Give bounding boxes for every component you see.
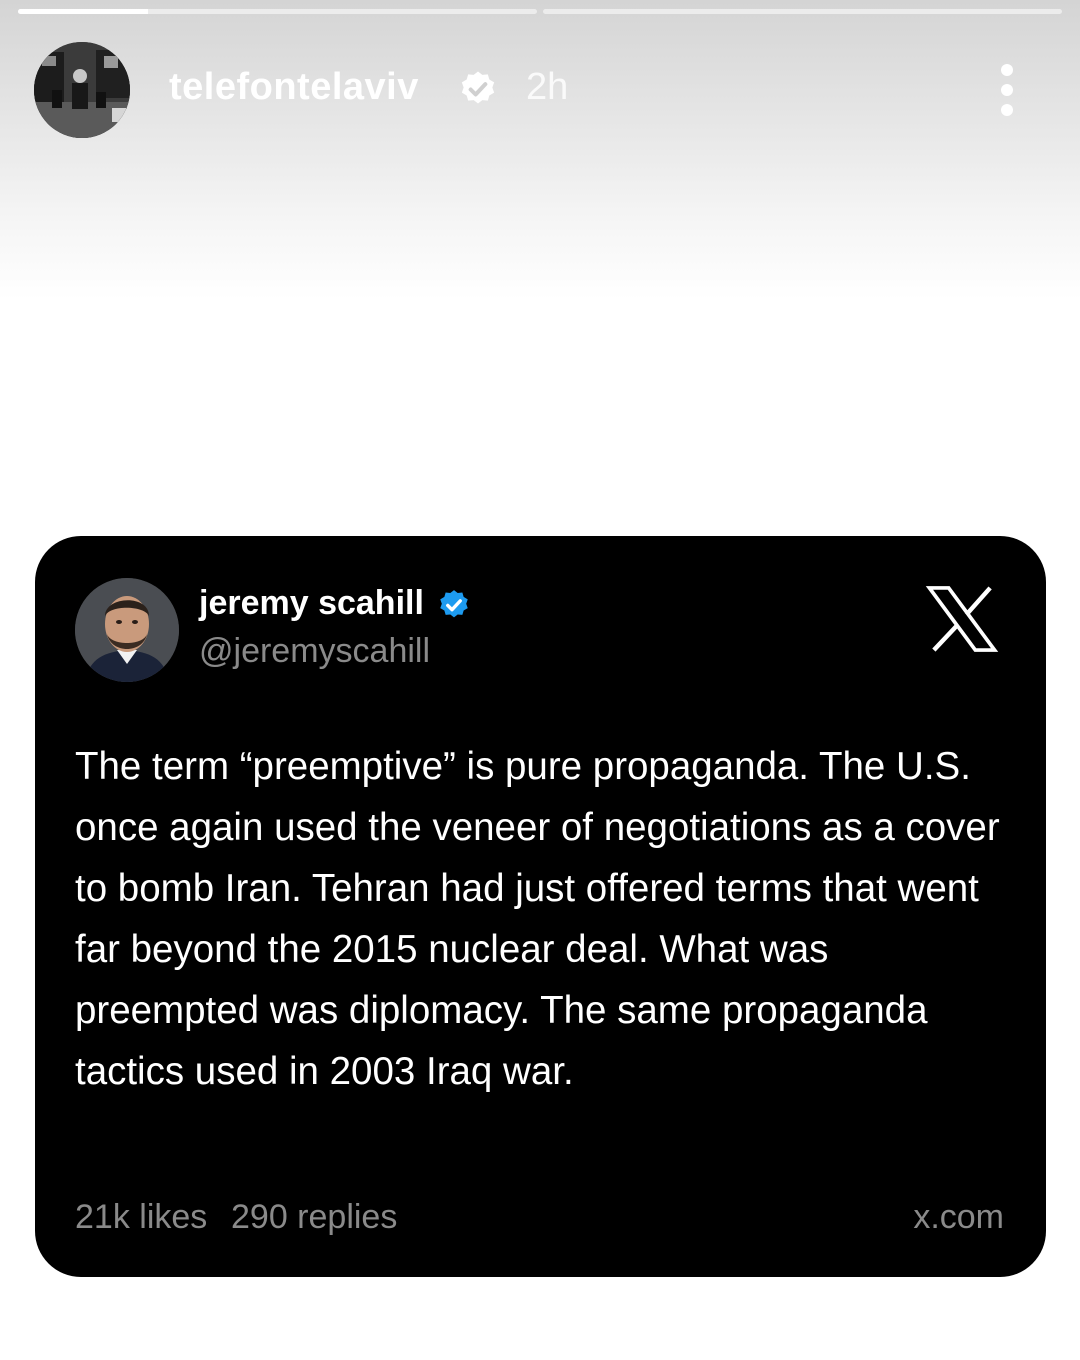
tweet-author-handle[interactable]: @jeremyscahill xyxy=(199,632,431,670)
tweet-source-link[interactable]: x.com xyxy=(913,1198,1004,1236)
story-avatar[interactable] xyxy=(34,42,130,138)
story-progress-segment-2 xyxy=(543,9,1062,14)
story-progress-fill-1 xyxy=(18,9,148,14)
tweet-text: The term “preemptive” is pure propaganda. The U.S. once again used the veneer of negotiations as a cover to bomb Iran. Tehran had just offered terms that went far beyond the 2015 nuclear deal. What was preempted was diplomacy. The same propaganda tactics used in 2003 Iraq war. xyxy=(75,745,1000,1093)
x-logo-icon[interactable] xyxy=(925,582,999,656)
tweet-card[interactable] xyxy=(35,536,1046,1277)
more-vertical-icon[interactable] xyxy=(992,60,1022,120)
tweet-replies-count: 290 replies xyxy=(231,1198,398,1236)
tweet-author-name[interactable]: jeremy scahill xyxy=(199,584,424,622)
verified-badge-icon xyxy=(437,588,471,622)
story-username[interactable]: telefontelaviv xyxy=(169,66,419,108)
story-header xyxy=(34,42,1046,138)
verified-badge-icon xyxy=(458,69,498,109)
tweet-likes-count: 21k likes xyxy=(75,1198,208,1236)
story-progress-segment-1 xyxy=(18,9,537,14)
tweet-author-avatar[interactable] xyxy=(75,578,179,682)
story-timestamp: 2h xyxy=(526,66,569,108)
